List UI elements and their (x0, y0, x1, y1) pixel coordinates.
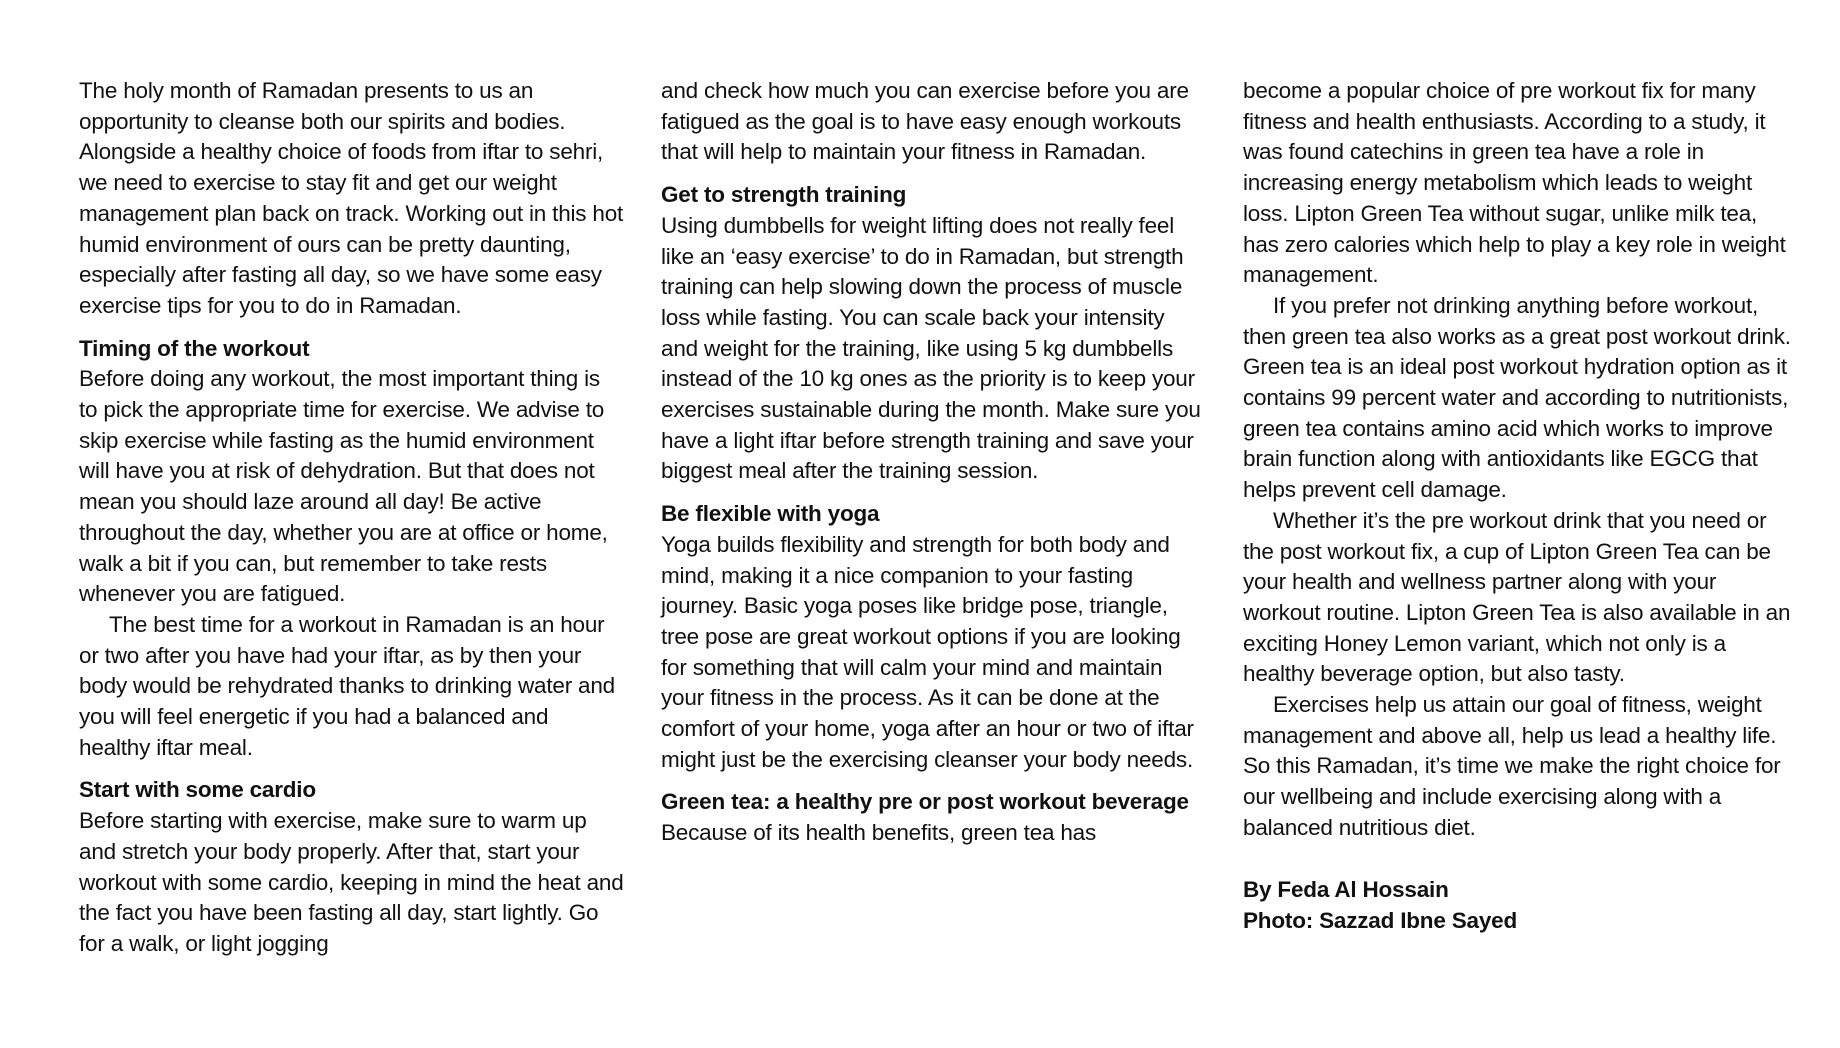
heading-green-tea: Green tea: a healthy pre or post workout beverage (661, 789, 1189, 815)
author-byline: By Feda Al Hossain (1243, 876, 1449, 902)
closing-paragraph: Exercises help us attain our goal of fitness, weight management and above all, help us lead a healthy life. So this Ramadan, it’s time we make the right choice for our wellbeing and include exercising along with a balanced nutritious diet. (1243, 692, 1781, 840)
intro-paragraph: The holy month of Ramadan presents to us an opportunity to cleanse both our spirits and bodies. Alongside a healthy choice of foods from iftar to sehri, we need to exercise to stay fit and get our weight management plan back on track. Working out in this hot humid environment of ours can be pretty daunting, especially after fasting all day, so we have some easy exercise tips for you to do in Ramadan. (79, 78, 624, 318)
byline-block (1243, 874, 1793, 936)
photo-credit: Photo: Sazzad Ibne Sayed (1243, 907, 1518, 933)
article-column-1 (79, 76, 624, 960)
strength-paragraph-1: Using dumbbells for weight lifting does not really feel like an ‘easy exercise’ to do in Ramadan, but strength training can help slowing down the process of muscle loss while fasting. You can scale back your intensity and weight for the training, like using 5 kg dumbbells instead of the 10 kg ones as the priority is to keep your exercises sustainable during the month. Make sure you have a light iftar before strength training and save your biggest meal after the training session. (661, 212, 1201, 484)
timing-paragraph-2: The best time for a workout in Ramadan is an hour or two after you have had your iftar, as by then your body would be rehydrated thanks to drinking water and you will feel energetic if you had a balanced and healthy iftar meal. (79, 611, 615, 760)
heading-start-with-cardio: Start with some cardio (79, 777, 316, 803)
heading-flexible-with-yoga: Be flexible with yoga (661, 501, 880, 527)
greentea-paragraph-1: Because of its health benefits, green tea has (661, 820, 1097, 846)
article-column-3 (1243, 76, 1793, 936)
greentea-paragraph-3: Whether it’s the pre workout drink that you need or the post workout fix, a cup of Lipton Green Tea can be your health and wellness partner along with your workout routine. Lipton Green Tea is also available in an exciting Honey Lemon variant, which not only is a healthy beverage option, but also tasty. (1243, 507, 1791, 687)
greentea-paragraph-continued: become a popular choice of pre workout fix for many fitness and health enthusiasts. According to a study, it was found catechins in green tea have a role in increasing energy metabolism which leads to weight loss. Lipton Green Tea without sugar, unlike milk tea, has zero calories which help to play a key role in weight management. (1243, 78, 1786, 288)
timing-paragraph-1: Before doing any workout, the most important thing is to pick the appropriate time for exercise. We advise to skip exercise while fasting as the humid environment will have you at risk of dehydration. But that does not mean you should laze around all day! Be active throughout the day, whether you are at office or home, walk a bit if you can, but remember to take rests whenever you are fatigued. (79, 366, 608, 607)
cardio-paragraph-continued: and check how much you can exercise before you are fatigued as the goal is to have easy enough workouts that will help to maintain your fitness in Ramadan. (661, 78, 1189, 165)
cardio-paragraph-1: Before starting with exercise, make sure to warm up and stretch your body properly. After that, start your workout with some cardio, keeping in mind the heat and the fact you have been fasting all day, start lightly. Go for a walk, or light jogging (79, 808, 624, 956)
heading-strength-training: Get to strength training (661, 182, 907, 208)
article-column-2 (661, 76, 1206, 849)
heading-timing-of-workout: Timing of the workout (79, 335, 310, 361)
greentea-paragraph-2: If you prefer not drinking anything before workout, then green tea also works as a great post workout drink. Green tea is an ideal post workout hydration option as it contains 99 percent water and according to nutritionists, green tea contains amino acid which works to improve brain function along with antioxidants like EGCG that helps prevent cell damage. (1243, 292, 1791, 503)
yoga-paragraph-1: Yoga builds flexibility and strength for both body and mind, making it a nice companion to your fasting journey. Basic yoga poses like bridge pose, triangle, tree pose are great workout options if you are looking for something that will calm your mind and maintain your fitness in the process. As it can be done at the comfort of your home, yoga after an hour or two of iftar might just be the exercising cleanser your body needs. (661, 531, 1194, 772)
